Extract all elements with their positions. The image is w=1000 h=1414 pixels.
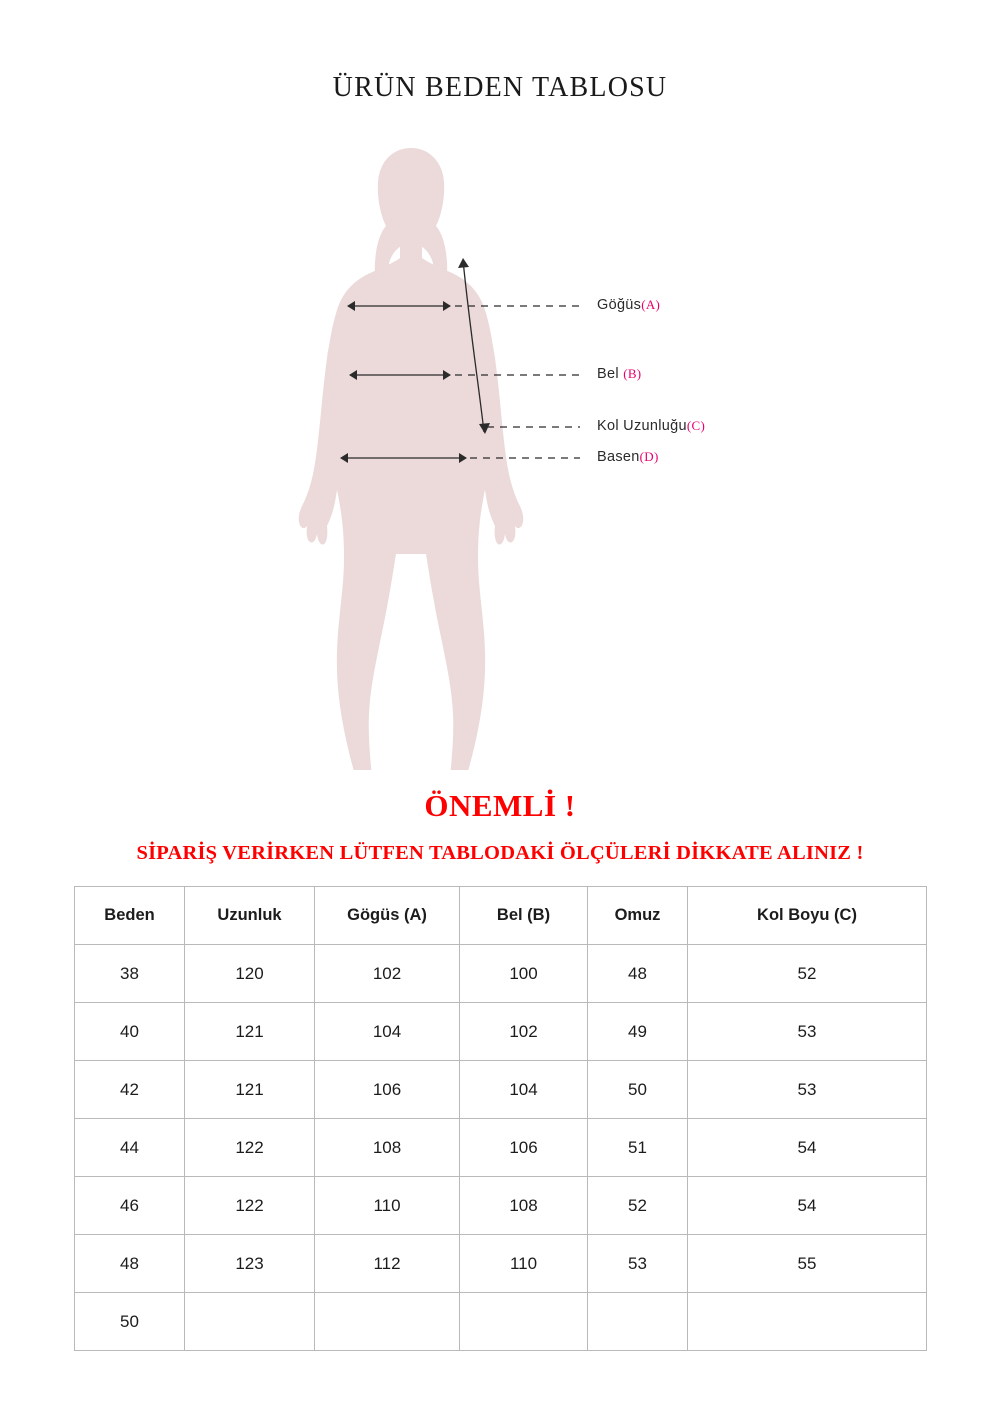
cell-beden: 38 bbox=[75, 945, 185, 1003]
label-gogus bbox=[597, 297, 660, 313]
cell-omuz: 50 bbox=[588, 1061, 688, 1119]
cell-bel: 104 bbox=[460, 1061, 588, 1119]
cell-bel: 108 bbox=[460, 1177, 588, 1235]
table-row bbox=[75, 1235, 927, 1293]
column-header-beden: Beden bbox=[75, 887, 185, 945]
cell-omuz: 49 bbox=[588, 1003, 688, 1061]
cell-omuz: 52 bbox=[588, 1177, 688, 1235]
column-header-bel: Bel (B) bbox=[460, 887, 588, 945]
table-row bbox=[75, 945, 927, 1003]
label-basen bbox=[597, 449, 659, 465]
cell-kol-boyu: 55 bbox=[688, 1235, 927, 1293]
label-gogus-tag: (A) bbox=[641, 297, 661, 312]
cell-kol-boyu bbox=[688, 1293, 927, 1351]
table-row bbox=[75, 1061, 927, 1119]
cell-beden: 50 bbox=[75, 1293, 185, 1351]
cell-uzunluk: 122 bbox=[185, 1177, 315, 1235]
label-bel-tag: (B) bbox=[623, 366, 642, 381]
cell-uzunluk: 121 bbox=[185, 1061, 315, 1119]
size-table bbox=[74, 886, 927, 1351]
body-measurement-figure bbox=[0, 130, 1000, 770]
cell-kol-boyu: 52 bbox=[688, 945, 927, 1003]
table-row bbox=[75, 1119, 927, 1177]
cell-uzunluk: 123 bbox=[185, 1235, 315, 1293]
silhouette-shape bbox=[299, 148, 524, 770]
cell-omuz bbox=[588, 1293, 688, 1351]
column-header-gogus: Gögüs (A) bbox=[315, 887, 460, 945]
page-title: ÜRÜN BEDEN TABLOSU bbox=[332, 72, 668, 103]
cell-beden: 44 bbox=[75, 1119, 185, 1177]
cell-uzunluk bbox=[185, 1293, 315, 1351]
cell-bel: 106 bbox=[460, 1119, 588, 1177]
cell-omuz: 51 bbox=[588, 1119, 688, 1177]
cell-gogus bbox=[315, 1293, 460, 1351]
table-row bbox=[75, 1293, 927, 1351]
cell-gogus: 108 bbox=[315, 1119, 460, 1177]
cell-gogus: 112 bbox=[315, 1235, 460, 1293]
cell-bel bbox=[460, 1293, 588, 1351]
cell-kol-boyu: 53 bbox=[688, 1003, 927, 1061]
column-header-uzunluk: Uzunluk bbox=[185, 887, 315, 945]
female-silhouette-diagram bbox=[0, 130, 1000, 770]
cell-bel: 110 bbox=[460, 1235, 588, 1293]
label-gogus-text: Göğüs bbox=[597, 297, 642, 313]
cell-beden: 48 bbox=[75, 1235, 185, 1293]
label-kol-uzunlugu bbox=[597, 418, 705, 434]
table-row bbox=[75, 1003, 927, 1061]
cell-beden: 40 bbox=[75, 1003, 185, 1061]
label-basen-text: Basen bbox=[597, 449, 640, 465]
cell-gogus: 102 bbox=[315, 945, 460, 1003]
cell-kol-boyu: 53 bbox=[688, 1061, 927, 1119]
cell-omuz: 48 bbox=[588, 945, 688, 1003]
column-header-omuz: Omuz bbox=[588, 887, 688, 945]
label-kol-uzunlugu-text: Kol Uzunluğu bbox=[597, 418, 687, 434]
cell-uzunluk: 121 bbox=[185, 1003, 315, 1061]
label-basen-tag: (D) bbox=[639, 449, 659, 464]
cell-kol-boyu: 54 bbox=[688, 1119, 927, 1177]
cell-bel: 100 bbox=[460, 945, 588, 1003]
cell-gogus: 104 bbox=[315, 1003, 460, 1061]
cell-uzunluk: 120 bbox=[185, 945, 315, 1003]
table-header-row bbox=[75, 887, 927, 945]
cell-bel: 102 bbox=[460, 1003, 588, 1061]
label-bel bbox=[597, 366, 641, 382]
column-header-kol-boyu: Kol Boyu (C) bbox=[688, 887, 927, 945]
label-kol-uzunlugu-tag: (C) bbox=[686, 418, 706, 433]
cell-gogus: 106 bbox=[315, 1061, 460, 1119]
important-note: SİPARİŞ VERİRKEN LÜTFEN TABLODAKİ ÖLÇÜLERİ DİKKATE ALINIZ ! bbox=[136, 842, 864, 864]
table-row bbox=[75, 1177, 927, 1235]
label-bel-text: Bel bbox=[597, 366, 624, 382]
cell-omuz: 53 bbox=[588, 1235, 688, 1293]
cell-beden: 46 bbox=[75, 1177, 185, 1235]
important-heading: ÖNEMLİ ! bbox=[424, 788, 576, 823]
cell-uzunluk: 122 bbox=[185, 1119, 315, 1177]
cell-kol-boyu: 54 bbox=[688, 1177, 927, 1235]
cell-beden: 42 bbox=[75, 1061, 185, 1119]
cell-gogus: 110 bbox=[315, 1177, 460, 1235]
